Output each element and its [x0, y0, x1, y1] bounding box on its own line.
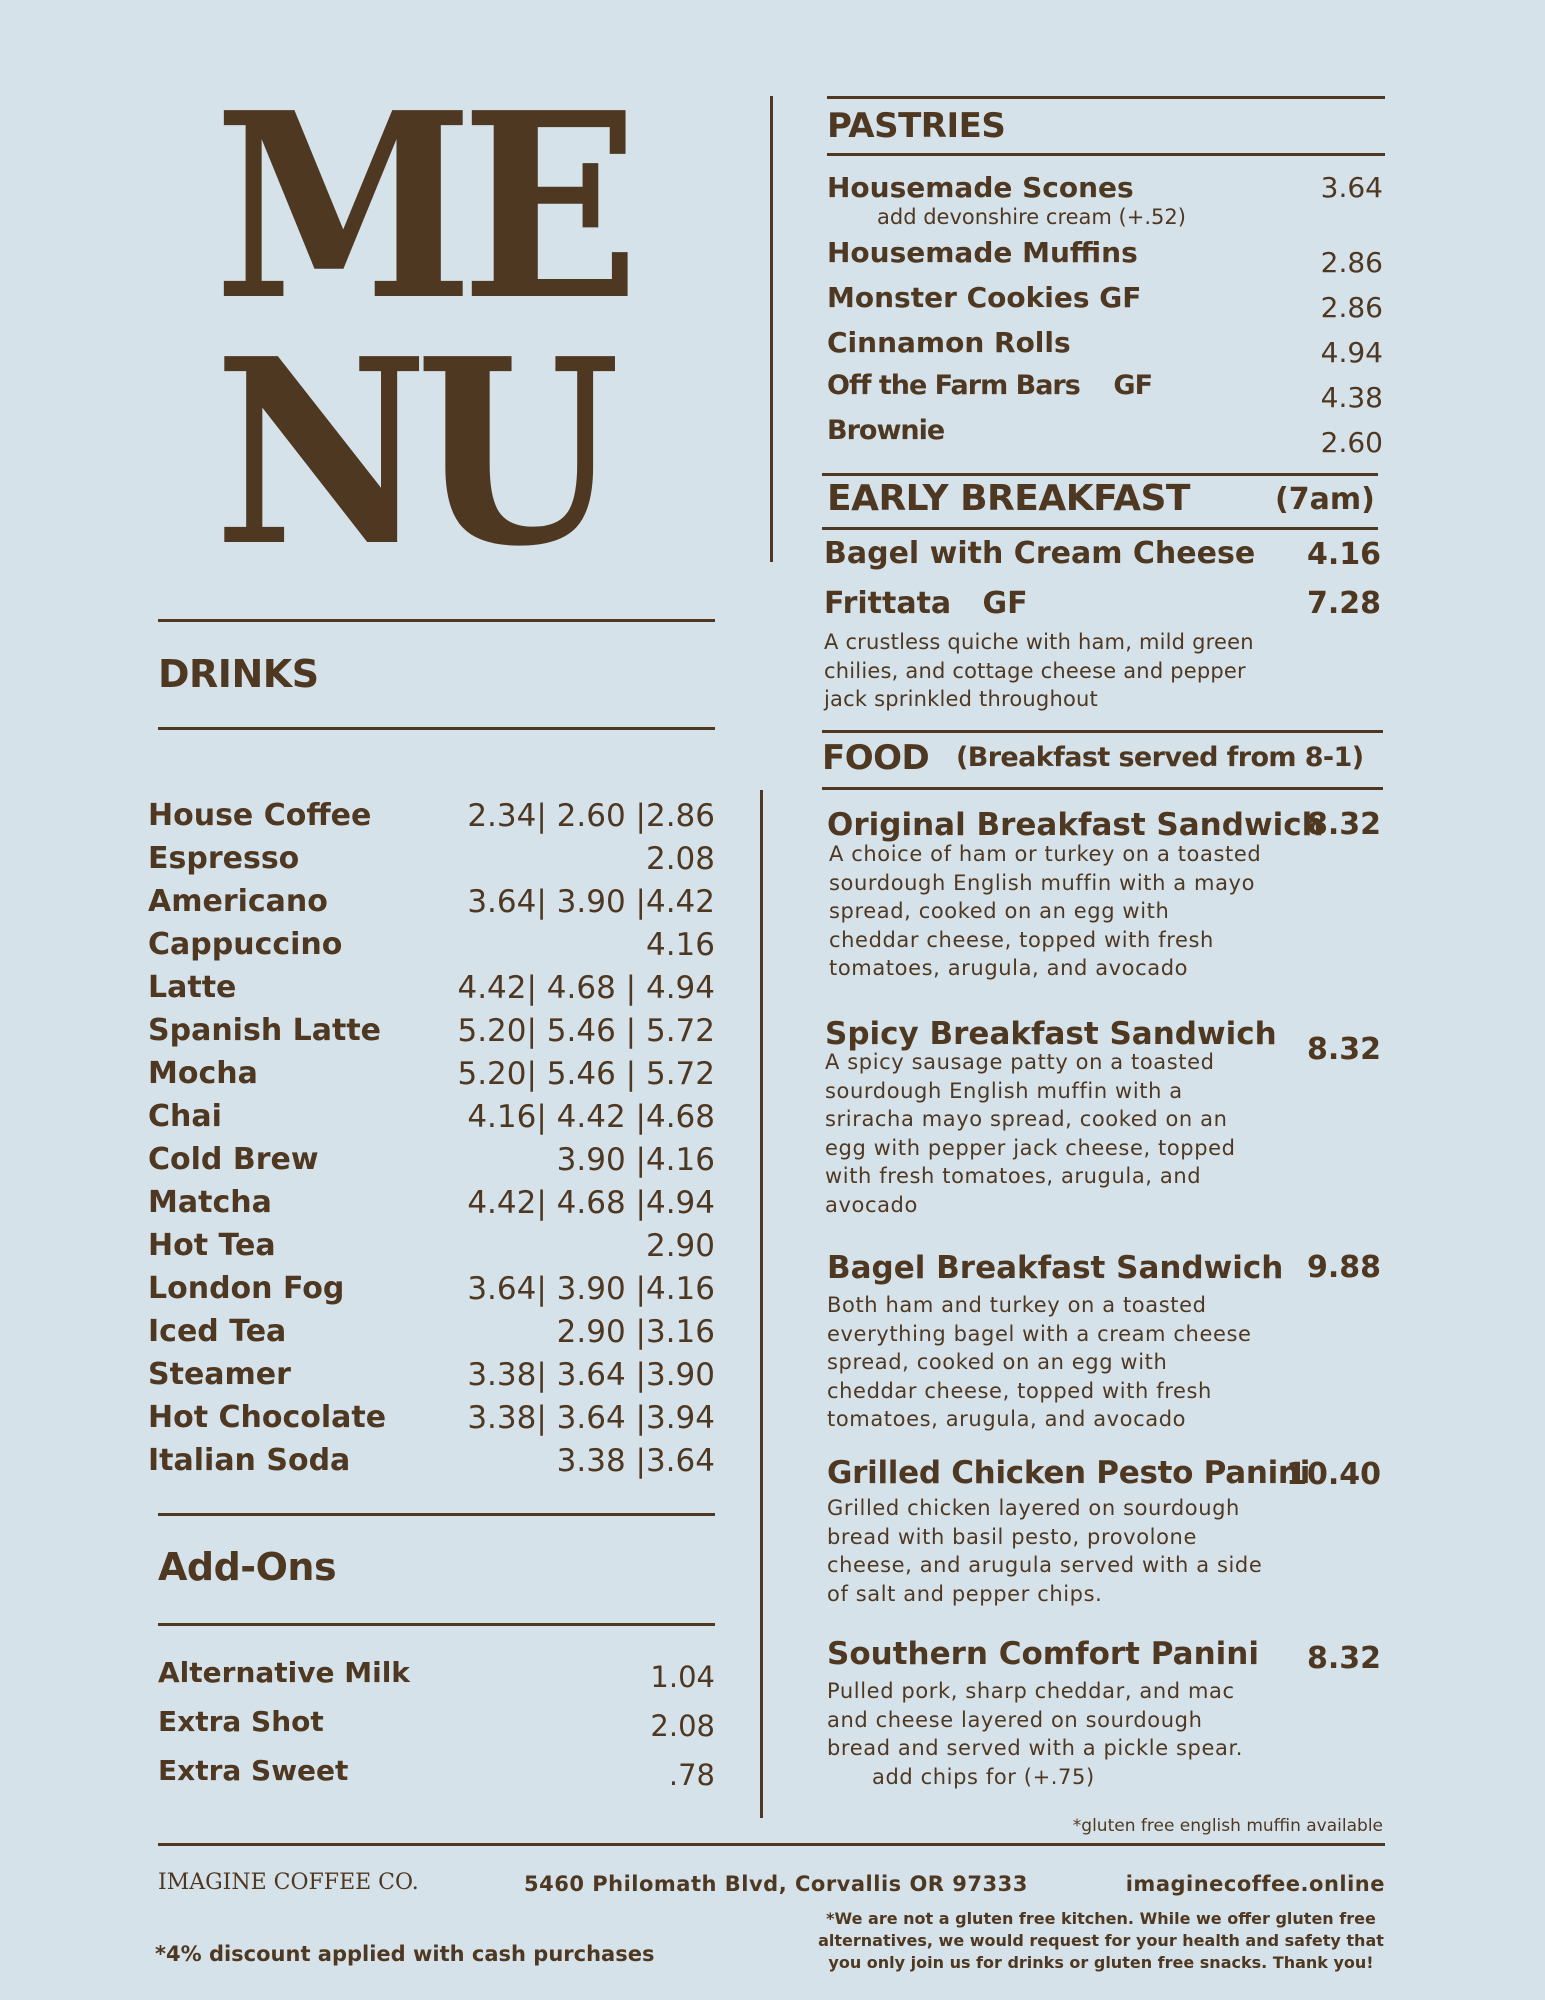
breakfast-rule-top [822, 473, 1378, 476]
drink-row [148, 1013, 715, 1056]
disclaimer-line: *We are not a gluten free kitchen. While we offer gluten free [826, 1909, 1376, 1928]
footer-address: 5460 Philomath Blvd, Corvallis OR 97333 [524, 1872, 1028, 1896]
drink-row [148, 1056, 715, 1099]
pastries-rule-bottom [827, 153, 1385, 156]
drink-price: 2.90 [645, 1228, 715, 1264]
desc-line: egg with pepper jack cheese, topped [825, 1135, 1236, 1160]
pastries-title: PASTRIES [827, 106, 1006, 146]
drink-price: 4.16| 4.42 |4.68 [467, 1099, 715, 1135]
drink-row [148, 1400, 715, 1443]
desc-line: everything bagel with a cream cheese [827, 1321, 1252, 1346]
desc-line: cheese, and arugula served with a side [827, 1553, 1263, 1577]
drink-name: Matcha [148, 1185, 272, 1220]
drink-price: 3.38| 3.64 |3.94 [467, 1400, 715, 1436]
desc-line: spread, cooked on an egg with [829, 899, 1170, 923]
drink-price: 4.16 [645, 927, 715, 963]
food-item-desc [829, 840, 1261, 983]
desc-line: sriracha mayo spread, cooked on an [825, 1107, 1228, 1131]
desc-line: bread and served with a pickle spear. [827, 1736, 1244, 1760]
addon-name: Alternative Milk [158, 1656, 410, 1689]
drink-name: Chai [148, 1099, 222, 1134]
desc-line: with fresh tomatoes, arugula, and [825, 1164, 1202, 1188]
menu-title-line2: NU [214, 304, 608, 603]
drinks-title: DRINKS [158, 652, 319, 696]
food-title: FOOD [822, 738, 930, 778]
food-item-price: 8.32 [1306, 1032, 1381, 1067]
drink-name: Espresso [148, 841, 300, 876]
pastry-name: Housemade Muffins [827, 236, 1138, 269]
footer-rule [158, 1843, 1385, 1846]
drink-row [148, 798, 715, 841]
breakfast-item-name: Frittata GF [824, 586, 1028, 621]
pastries-rule-top [827, 96, 1385, 99]
pastry-name: Brownie [827, 415, 945, 446]
desc-line: A crustless quiche with ham, mild green [824, 630, 1254, 654]
desc-line: spread, cooked on an egg with [827, 1350, 1168, 1374]
pastry-note: add devonshire cream (+.52) [877, 205, 1186, 229]
desc-line: tomatoes, arugula, and avocado [829, 956, 1189, 980]
food-item-desc [825, 1048, 1236, 1219]
pastry-price: 3.64 [1320, 171, 1383, 204]
drinks-rule-bottom [158, 727, 715, 730]
drink-row [148, 884, 715, 927]
drink-row [148, 970, 715, 1013]
food-item-note: add chips for (+.75) [872, 1764, 1095, 1789]
pastry-name: Monster Cookies GF [827, 281, 1142, 314]
desc-line: Pulled pork, sharp cheddar, and mac [827, 1679, 1235, 1703]
drink-price: 3.64| 3.90 |4.42 [467, 884, 715, 920]
food-item-price: 8.32 [1306, 1641, 1381, 1676]
food-item-price: 9.88 [1306, 1250, 1381, 1285]
drink-price: 5.20| 5.46 | 5.72 [457, 1013, 715, 1049]
desc-line: of salt and pepper chips. [827, 1581, 1103, 1606]
pastry-price: 2.60 [1320, 426, 1383, 459]
drink-name: House Coffee [148, 798, 372, 833]
drinks-rule-top [158, 619, 715, 622]
drink-name: London Fog [148, 1271, 345, 1306]
breakfast-item-desc [824, 628, 1254, 714]
footer-website[interactable]: imaginecoffee.online [1125, 1872, 1385, 1896]
menu-title-line1: ME [214, 58, 627, 357]
food-item-price: 8.32 [1306, 807, 1381, 842]
desc-line: avocado [825, 1192, 918, 1217]
drink-name: Mocha [148, 1056, 258, 1091]
desc-line: and cheese layered on sourdough [827, 1707, 1203, 1732]
pastry-name: Cinnamon Rolls [827, 326, 1071, 359]
brand-name: IMAGINE COFFEE CO. [158, 1870, 419, 1895]
drink-name: Cold Brew [148, 1142, 319, 1177]
drink-price: 2.34| 2.60 |2.86 [467, 798, 715, 834]
early-breakfast-time: (7am) [1275, 482, 1375, 517]
desc-line: chilies, and cottage cheese and pepper [824, 658, 1246, 683]
drink-name: Spanish Latte [148, 1013, 382, 1048]
divider-vertical-top [770, 96, 773, 562]
desc-line: sourdough English muffin with a [825, 1078, 1183, 1103]
desc-line: Grilled chicken layered on sourdough [827, 1496, 1240, 1520]
food-item-name: Southern Comfort Panini [827, 1636, 1259, 1672]
gluten-disclaimer [810, 1908, 1392, 1974]
drink-price: 4.42| 4.68 | 4.94 [457, 970, 715, 1006]
breakfast-item-name: Bagel with Cream Cheese [824, 536, 1256, 571]
pastry-name: Housemade Scones [827, 171, 1134, 204]
drink-price: 3.38| 3.64 |3.90 [467, 1357, 715, 1393]
addon-name: Extra Shot [158, 1705, 324, 1738]
food-subtitle: (Breakfast served from 8-1) [956, 742, 1364, 773]
drink-price: 3.64| 3.90 |4.16 [467, 1271, 715, 1307]
disclaimer-line: you only join us for drinks or gluten free snacks. Thank you! [828, 1953, 1374, 1972]
drink-price: 5.20| 5.46 | 5.72 [457, 1056, 715, 1092]
food-item-desc [827, 1291, 1252, 1434]
desc-line: sourdough English muffin with a mayo [829, 870, 1256, 895]
drink-name: Americano [148, 884, 328, 919]
desc-line: Both ham and turkey on a toasted [827, 1293, 1207, 1317]
breakfast-rule-bottom [822, 527, 1378, 530]
addon-price: 1.04 [650, 1660, 715, 1694]
drink-row [148, 841, 715, 884]
breakfast-item-price: 7.28 [1306, 586, 1381, 621]
food-item-desc [827, 1677, 1243, 1791]
food-item-price: 10.40 [1286, 1457, 1381, 1492]
drink-row [148, 1271, 715, 1314]
drink-name: Latte [148, 970, 237, 1005]
addons-rule-top [158, 1513, 715, 1516]
food-item-desc [827, 1494, 1262, 1608]
desc-line: cheddar cheese, topped with fresh [827, 1378, 1212, 1403]
food-item-name: Bagel Breakfast Sandwich [827, 1250, 1284, 1286]
addon-price: .78 [668, 1758, 715, 1792]
pastry-price: 4.38 [1320, 381, 1383, 414]
drink-price: 3.38 |3.64 [556, 1443, 715, 1479]
drink-name: Cappuccino [148, 927, 343, 962]
food-item-name: Original Breakfast Sandwich [827, 807, 1324, 843]
drink-row [148, 927, 715, 970]
desc-line: jack sprinkled throughout [824, 687, 1098, 711]
addon-name: Extra Sweet [158, 1754, 349, 1787]
drink-name: Iced Tea [148, 1314, 287, 1349]
drink-name: Steamer [148, 1357, 291, 1392]
drink-row [148, 1443, 715, 1486]
drink-row [148, 1314, 715, 1357]
drink-name: Hot Chocolate [148, 1400, 387, 1435]
early-breakfast-title: EARLY BREAKFAST [827, 478, 1190, 519]
pastry-price: 2.86 [1320, 291, 1383, 324]
pastry-price: 2.86 [1320, 246, 1383, 279]
drink-row [148, 1185, 715, 1228]
drink-row [148, 1357, 715, 1400]
divider-vertical-bottom [760, 790, 763, 1818]
addon-price: 2.08 [650, 1709, 715, 1743]
disclaimer-line: alternatives, we would request for your health and safety that [818, 1931, 1384, 1950]
addons-title: Add-Ons [158, 1545, 337, 1589]
drink-name: Hot Tea [148, 1228, 276, 1263]
desc-line: A choice of ham or turkey on a toasted [829, 842, 1262, 866]
drink-price: 2.90 |3.16 [556, 1314, 715, 1350]
drink-price: 3.90 |4.16 [556, 1142, 715, 1178]
food-footnote: *gluten free english muffin available [1072, 1816, 1383, 1836]
drink-row [148, 1228, 715, 1271]
desc-line: cheddar cheese, topped with fresh [829, 927, 1214, 952]
drink-row [148, 1142, 715, 1185]
breakfast-item-price: 4.16 [1306, 537, 1381, 572]
drink-price: 2.08 [645, 841, 715, 877]
food-rule-bottom [822, 787, 1383, 790]
desc-line: tomatoes, arugula, and avocado [827, 1407, 1187, 1431]
addons-rule-bottom [158, 1623, 715, 1626]
desc-line: bread with basil pesto, provolone [827, 1524, 1197, 1549]
drink-row [148, 1099, 715, 1142]
pastry-price: 4.94 [1320, 336, 1383, 369]
cash-discount-note: *4% discount applied with cash purchases [155, 1942, 655, 1966]
food-item-name: Grilled Chicken Pesto Panini [827, 1455, 1311, 1491]
food-item-name: Spicy Breakfast Sandwich [825, 1016, 1277, 1052]
drink-price: 4.42| 4.68 |4.94 [467, 1185, 715, 1221]
drink-name: Italian Soda [148, 1443, 351, 1478]
pastry-name: Off the Farm Bars GF [827, 370, 1153, 401]
food-rule-top [822, 730, 1383, 733]
desc-line: A spicy sausage patty on a toasted [825, 1050, 1215, 1074]
